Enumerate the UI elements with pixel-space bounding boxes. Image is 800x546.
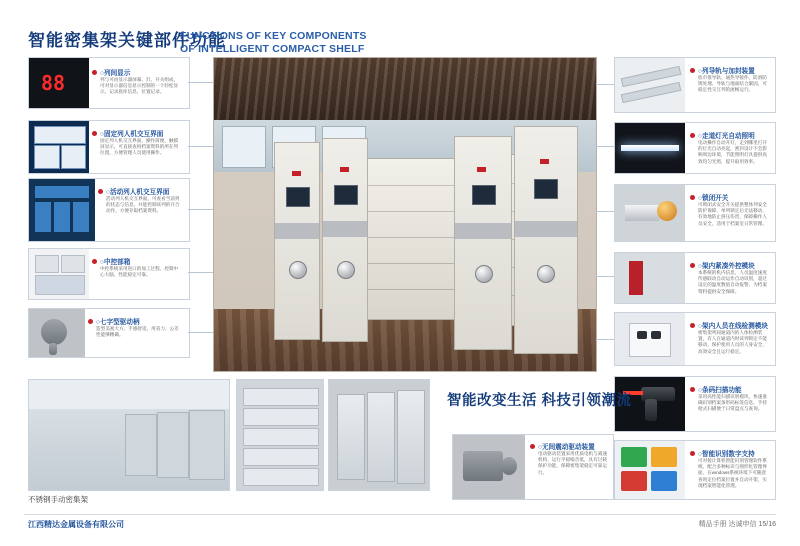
bullet-marker <box>690 387 695 392</box>
callout-desc: 固定列人机交互界面、操作简便，触摸屏显示，可直接查询档案资料的所在列位置，方便管理人员使用操作。 <box>100 138 179 156</box>
rail-icon <box>615 58 685 112</box>
bullet-marker <box>690 263 695 268</box>
bullet-marker <box>98 189 103 194</box>
hero-photo <box>213 57 597 372</box>
callout-title: ○七字型驱动柄 <box>96 319 140 326</box>
bullet-marker <box>690 195 695 200</box>
bullet-marker <box>92 70 97 75</box>
page-subtitle-en <box>180 30 367 56</box>
leader-line <box>596 84 614 85</box>
callout-desc: 可对接计算机智能识别管理软件系统，配合多种标识与图形化管理界面，在windows系统环境下可随意查询定位档案位置并自动开架，实现档案智能化管理。 <box>698 458 767 488</box>
callout-desc: 造型美观大方、手感舒适、用省力、公差性能够精确。 <box>96 326 179 338</box>
callout-title: ○智能识别数字支持 <box>698 451 755 458</box>
ceiling <box>214 58 596 120</box>
leader-line <box>596 211 614 212</box>
footer-page-info: 精品手册 达诚申信 15/16 <box>698 521 776 528</box>
leader-line <box>188 82 213 83</box>
callout-desc: 活动列人机交互界面，可查看当前列的状态与信息，并能控制该列的开合动作，方便存取档案资料。 <box>106 196 180 214</box>
control-box-icon <box>29 249 89 299</box>
compact-shelf-unit <box>514 126 578 354</box>
callout-desc: 可锁闭式安全开关提供整体列安全防护保障，单列锁定后无法移动，有效地防止挤压伤害，保障操作人员安全，适用于档案室日常管理。 <box>698 202 767 226</box>
leader-line <box>596 339 614 340</box>
callout-title: ○列导轨与加封装置 <box>698 68 755 75</box>
mobile-touch-panel-icon <box>29 179 95 241</box>
subtitle-line-2: OF INTELLIGENT COMPACT SHELF <box>180 43 365 55</box>
window <box>222 126 266 168</box>
leader-line <box>188 332 213 333</box>
callout-title: ○锁闭开关 <box>698 195 729 202</box>
footer-divider <box>24 514 776 515</box>
compact-shelf-unit <box>322 138 368 342</box>
callout-desc: 密集架列间通道内的人体检测装置，有人在通道内时该列锁定不能移动，保护使用人员的人身安全，高效安全且运行稳定。 <box>698 330 767 354</box>
bullet-marker <box>92 259 97 264</box>
callout-desc: 电动驱动装置采用优质电机与减速机构，运行平稳噪音低，具有过载保护功能，保障密集架稳定可靠运行。 <box>538 451 607 475</box>
leader-line <box>188 272 213 273</box>
touch-panel-icon <box>29 121 89 173</box>
callout-desc: 本系统的机内信息，人员温度速度传感联动自动运作自动识别，超过设定的温度数值自动报警，为档案资料提供安全保障。 <box>698 270 767 294</box>
callout-title: ○列间显示 <box>100 70 131 77</box>
callout-title: ○走道灯光自动照明 <box>698 133 755 140</box>
photo-shelf-front <box>328 379 430 491</box>
bullet-marker <box>690 68 695 73</box>
compact-shelf-unit <box>454 136 512 350</box>
bullet-marker <box>690 323 695 328</box>
callout-title: ○中控部箱 <box>100 259 131 266</box>
callout-desc: 底市推导轨、通热导接件、防滑防锈处理、导轨与地面结合紧固，可稳定性交互列的流畅运行。 <box>698 75 767 93</box>
callout-desc: 采用高性能扫描识别模块，快速准确识别档案条形码标签信息，手持枪式扫描便于日常盘点与查询。 <box>698 394 767 412</box>
presence-sensor-icon <box>615 313 685 365</box>
callout-desc: 列与可由显示器屏幕、灯、开关组成，可对显示器信息显示控制的一个轻松显示，记录底库信息，位置记录。 <box>100 77 179 95</box>
bullet-marker <box>530 444 535 449</box>
callout-title: ○活动列人机交互界面 <box>106 189 170 196</box>
lock-switch-icon <box>615 185 685 241</box>
bullet-marker <box>690 451 695 456</box>
motor-drive-icon <box>453 435 525 499</box>
leader-line <box>596 276 614 277</box>
page-title: 智能密集架关键部件功能 <box>28 31 226 50</box>
callout-title: ○无间震动驱动装置 <box>538 444 595 451</box>
callout-desc: 电动操作自动开灯，走到哪里打开的灯光自动亮起，密封设计不会影响周边环境，节能照明灯具提供高效均匀光照，提升取用效率。 <box>698 140 767 164</box>
slogan: 智能改变生活 科技引领潮流 <box>447 393 632 409</box>
callout-title: ○条码扫描功能 <box>698 387 742 394</box>
bullet-marker <box>88 319 93 324</box>
leader-line <box>188 209 213 210</box>
company-name: 江西精达金属设备有限公司 <box>28 520 124 529</box>
leader-line <box>596 146 614 147</box>
light-tube-icon <box>615 123 685 173</box>
callout-title: ○架内紧凑外控模块 <box>698 263 755 270</box>
callout-title: ○架内人员在线检测模块 <box>698 323 768 330</box>
heater-module-icon <box>615 253 685 303</box>
photo-corridor <box>28 379 230 491</box>
leader-line <box>188 146 213 147</box>
bullet-marker <box>92 131 97 136</box>
bullet-marker <box>690 133 695 138</box>
handwheel-icon <box>29 309 85 357</box>
smart-id-panel-icon <box>615 441 685 499</box>
compact-shelf-unit <box>274 142 320 340</box>
callout-desc: 中控系统采用进口的加工过程，控制中心大脑，性能稳定可靠。 <box>100 266 179 278</box>
photo-shelf-side <box>236 379 324 491</box>
callout-title: ○固定列人机交互界面 <box>100 131 164 138</box>
photo-caption: 不锈钢手动密集架 <box>28 495 88 504</box>
subtitle-line-1: FUNCTIONS OF KEY COMPONENTS <box>180 30 367 42</box>
led-display-icon: 88 <box>29 58 89 108</box>
